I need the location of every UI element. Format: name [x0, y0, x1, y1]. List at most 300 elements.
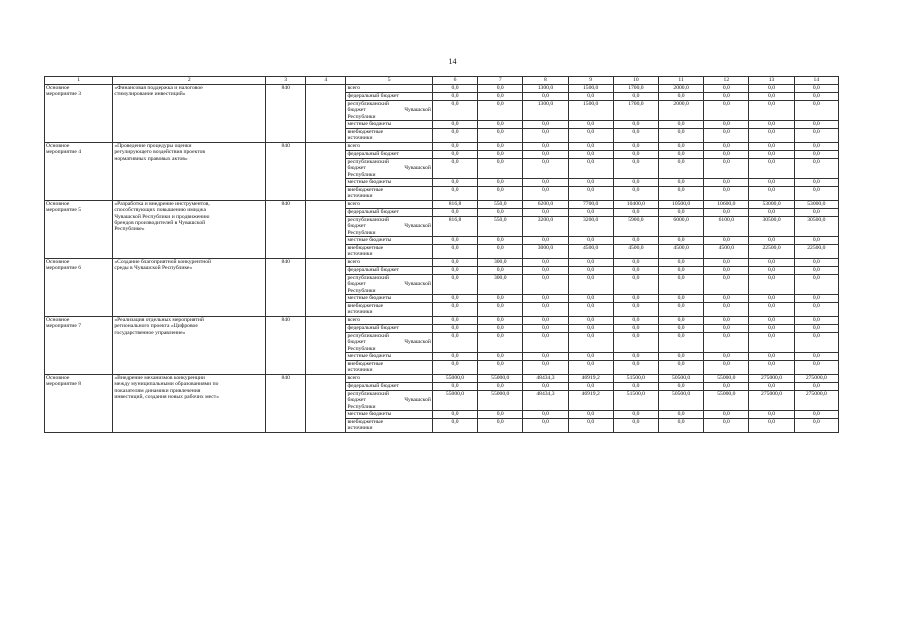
amount-cell: 0,0 — [613, 317, 658, 325]
amount-cell: 0,0 — [613, 419, 658, 433]
amount-cell: 0,0 — [523, 129, 568, 143]
program-name-line: Основное — [46, 201, 70, 207]
amount-cell: 6100,0 — [704, 217, 749, 237]
amount-cell: 50500,0 — [659, 391, 704, 411]
funding-source — [346, 245, 432, 259]
funding-source — [346, 383, 432, 391]
program-title-line: среды в Чувашской Республике» — [114, 265, 193, 272]
amount-cell: 0,0 — [432, 159, 477, 179]
amount-cell: 0,0 — [432, 317, 477, 325]
column-number: 9 — [568, 77, 613, 85]
amount-cell: 1500,0 — [568, 101, 613, 121]
program-name-line: мероприятие 5 — [46, 207, 82, 214]
funding-source-line: местные бюджеты — [347, 237, 392, 243]
funding-source-line: источники — [347, 425, 373, 432]
program-title-line: между муниципальными образованиями по — [114, 381, 219, 388]
amount-cell: 0,0 — [704, 303, 749, 317]
amount-cell: 0,0 — [749, 129, 794, 143]
column-number: 11 — [659, 77, 704, 85]
amount-cell: 0,0 — [659, 353, 704, 361]
amount-cell: 300,0 — [478, 275, 523, 295]
amount-cell: 0,0 — [432, 259, 477, 267]
amount-cell: 10500,0 — [659, 201, 704, 209]
amount-cell: 0,0 — [704, 151, 749, 159]
funding-source-line: внебюджетные — [347, 187, 384, 193]
funding-source — [346, 85, 432, 93]
amount-cell: 0,0 — [749, 303, 794, 317]
amount-cell: 0,0 — [659, 419, 704, 433]
amount-cell: 0,0 — [478, 143, 523, 151]
amount-cell: 1300,0 — [523, 85, 568, 93]
amount-cell: 0,0 — [613, 129, 658, 143]
program-title-line: государственное управление» — [114, 329, 186, 336]
amount-cell: 10400,0 — [613, 201, 658, 209]
amount-cell: 275000,0 — [794, 375, 838, 383]
amount-cell: 0,0 — [794, 121, 838, 129]
column-number: 1 — [45, 77, 113, 85]
amount-cell: 0,0 — [613, 151, 658, 159]
funding-source — [346, 217, 432, 237]
amount-cell: 0,0 — [432, 187, 477, 201]
amount-cell: 0,0 — [478, 121, 523, 129]
amount-cell: 0,0 — [704, 209, 749, 217]
budget-table — [44, 76, 839, 433]
amount-cell: 0,0 — [568, 143, 613, 151]
amount-cell: 0,0 — [613, 275, 658, 295]
funding-source-line: источники — [347, 193, 373, 200]
amount-cell: 0,0 — [523, 353, 568, 361]
amount-cell: 0,0 — [432, 179, 477, 187]
empty-cell — [306, 375, 346, 433]
program-name-line: Основное — [46, 85, 70, 91]
amount-cell: 55000,0 — [704, 391, 749, 411]
amount-cell: 53000,0 — [794, 201, 838, 209]
funding-source-line: Республики — [347, 113, 376, 120]
program-title-line: регионального проекта «Цифровое — [114, 323, 198, 330]
amount-cell: 22500,0 — [794, 245, 838, 259]
funding-source — [346, 129, 432, 143]
program-code: 840 — [266, 375, 306, 433]
amount-cell: 0,0 — [749, 383, 794, 391]
amount-cell: 0,0 — [794, 93, 838, 101]
amount-cell: 0,0 — [794, 419, 838, 433]
column-number: 8 — [523, 77, 568, 85]
column-number: 12 — [704, 77, 749, 85]
amount-cell: 0,0 — [749, 159, 794, 179]
amount-cell: 0,0 — [523, 237, 568, 245]
amount-cell: 0,0 — [749, 267, 794, 275]
funding-source-line: республиканский — [347, 101, 389, 107]
amount-cell: 0,0 — [794, 333, 838, 353]
amount-cell: 0,0 — [659, 179, 704, 187]
amount-cell: 0,0 — [613, 187, 658, 201]
amount-cell: 0,0 — [704, 259, 749, 267]
amount-cell: 0,0 — [749, 143, 794, 151]
funding-source — [346, 93, 432, 101]
amount-cell: 550,0 — [478, 217, 523, 237]
amount-cell: 0,0 — [704, 93, 749, 101]
amount-cell: 0,0 — [523, 209, 568, 217]
funding-source-line: всего — [347, 143, 361, 149]
amount-cell: 0,0 — [613, 237, 658, 245]
amount-cell: 0,0 — [568, 383, 613, 391]
amount-cell: 55000,0 — [704, 375, 749, 383]
amount-cell: 4500,0 — [704, 245, 749, 259]
funding-source — [346, 295, 432, 303]
program-title-line: «Финансовая поддержка и налоговое — [114, 85, 203, 91]
funding-source — [346, 143, 432, 151]
amount-cell: 0,0 — [749, 353, 794, 361]
amount-cell: 0,0 — [432, 295, 477, 303]
page-number: 14 — [448, 57, 457, 66]
amount-cell: 0,0 — [704, 237, 749, 245]
amount-cell: 0,0 — [749, 151, 794, 159]
amount-cell: 30500,0 — [794, 217, 838, 237]
amount-cell: 0,0 — [432, 143, 477, 151]
program-title-line: стимулирование инвестиций» — [114, 91, 186, 98]
amount-cell: 0,0 — [659, 237, 704, 245]
funding-source-line: всего — [347, 375, 361, 381]
funding-source-line: бюджет Чувашской — [347, 165, 431, 172]
amount-cell: 0,0 — [704, 275, 749, 295]
column-number: 7 — [478, 77, 523, 85]
amount-cell: 0,0 — [613, 143, 658, 151]
amount-cell: 0,0 — [794, 303, 838, 317]
amount-cell: 0,0 — [794, 101, 838, 121]
amount-cell: 3200,0 — [568, 217, 613, 237]
funding-source — [346, 391, 432, 411]
amount-cell: 0,0 — [613, 267, 658, 275]
funding-source-line: федеральный бюджет — [347, 267, 399, 273]
program-code: 840 — [266, 201, 306, 259]
amount-cell: 0,0 — [523, 121, 568, 129]
funding-source — [346, 201, 432, 209]
funding-source-line: всего — [347, 259, 361, 265]
amount-cell: 0,0 — [794, 353, 838, 361]
program-name-line: мероприятие 4 — [46, 149, 82, 156]
amount-cell: 46919,2 — [568, 391, 613, 411]
program-code: 840 — [266, 317, 306, 375]
amount-cell: 46919,2 — [568, 375, 613, 383]
amount-cell: 6000,0 — [659, 217, 704, 237]
funding-source — [346, 159, 432, 179]
amount-cell: 0,0 — [613, 159, 658, 179]
table-row — [45, 201, 839, 209]
amount-cell: 0,0 — [478, 411, 523, 419]
program-title-line: «Внедрение механизмов конкуренции — [114, 375, 205, 381]
amount-cell: 1700,0 — [613, 101, 658, 121]
empty-cell — [306, 85, 346, 143]
amount-cell: 0,0 — [568, 151, 613, 159]
amount-cell: 0,0 — [478, 419, 523, 433]
program-name — [45, 201, 113, 259]
amount-cell: 0,0 — [794, 179, 838, 187]
column-number: 4 — [306, 77, 346, 85]
amount-cell: 0,0 — [613, 295, 658, 303]
program-title-line: «Создание благоприятной конкурентной — [114, 259, 212, 265]
amount-cell: 0,0 — [432, 333, 477, 353]
amount-cell: 0,0 — [478, 333, 523, 353]
table-row — [45, 375, 839, 383]
amount-cell: 0,0 — [704, 85, 749, 93]
amount-cell: 0,0 — [749, 121, 794, 129]
funding-source-line: внебюджетные — [347, 245, 384, 251]
amount-cell: 0,0 — [568, 353, 613, 361]
funding-source-line: местные бюджеты — [347, 411, 392, 417]
amount-cell: 0,0 — [794, 325, 838, 333]
funding-source-line: местные бюджеты — [347, 179, 392, 185]
program-code: 840 — [266, 85, 306, 143]
amount-cell: 0,0 — [523, 259, 568, 267]
amount-cell: 0,0 — [749, 275, 794, 295]
amount-cell: 816,8 — [432, 217, 477, 237]
column-number: 6 — [432, 77, 477, 85]
funding-source — [346, 303, 432, 317]
funding-source — [346, 375, 432, 383]
amount-cell: 0,0 — [613, 411, 658, 419]
amount-cell: 0,0 — [523, 275, 568, 295]
amount-cell: 0,0 — [478, 179, 523, 187]
amount-cell: 0,0 — [523, 411, 568, 419]
amount-cell: 0,0 — [523, 151, 568, 159]
amount-cell: 2000,0 — [659, 85, 704, 93]
amount-cell: 0,0 — [659, 209, 704, 217]
amount-cell: 0,0 — [659, 129, 704, 143]
column-number: 2 — [113, 77, 266, 85]
program-title — [113, 259, 266, 317]
amount-cell: 0,0 — [478, 245, 523, 259]
amount-cell: 0,0 — [794, 361, 838, 375]
funding-source-line: бюджет Чувашской — [347, 281, 431, 288]
amount-cell: 0,0 — [432, 353, 477, 361]
amount-cell: 0,0 — [613, 93, 658, 101]
empty-cell — [306, 317, 346, 375]
program-title-line: «Проведение процедуры оценки — [114, 143, 192, 149]
amount-cell: 0,0 — [478, 151, 523, 159]
empty-cell — [306, 201, 346, 259]
funding-source-line: всего — [347, 85, 361, 91]
amount-cell: 275000,0 — [749, 375, 794, 383]
program-title-line: Республике» — [114, 226, 145, 233]
amount-cell: 0,0 — [749, 237, 794, 245]
amount-cell: 0,0 — [432, 411, 477, 419]
funding-source — [346, 317, 432, 325]
amount-cell: 1300,0 — [523, 101, 568, 121]
amount-cell: 51500,0 — [613, 391, 658, 411]
amount-cell: 0,0 — [523, 187, 568, 201]
amount-cell: 2000,0 — [659, 101, 704, 121]
program-name-line: Основное — [46, 317, 70, 323]
funding-source — [346, 411, 432, 419]
amount-cell: 0,0 — [794, 143, 838, 151]
amount-cell: 0,0 — [523, 317, 568, 325]
amount-cell: 0,0 — [478, 129, 523, 143]
funding-source — [346, 121, 432, 129]
program-title-line: показателям динамики привлечения — [114, 387, 201, 394]
table-row — [45, 317, 839, 325]
funding-source-line: федеральный бюджет — [347, 325, 399, 331]
amount-cell: 51500,0 — [613, 375, 658, 383]
amount-cell: 0,0 — [704, 179, 749, 187]
amount-cell: 275000,0 — [749, 391, 794, 411]
amount-cell: 0,0 — [568, 325, 613, 333]
amount-cell: 0,0 — [749, 325, 794, 333]
amount-cell: 0,0 — [659, 259, 704, 267]
amount-cell: 0,0 — [432, 325, 477, 333]
amount-cell: 0,0 — [432, 209, 477, 217]
funding-source-line: Республики — [347, 171, 376, 178]
amount-cell: 0,0 — [478, 361, 523, 375]
amount-cell: 0,0 — [659, 159, 704, 179]
amount-cell: 0,0 — [749, 187, 794, 201]
funding-source — [346, 325, 432, 333]
amount-cell: 0,0 — [794, 295, 838, 303]
funding-source — [346, 237, 432, 245]
amount-cell: 0,0 — [478, 303, 523, 317]
funding-source-line: всего — [347, 317, 361, 323]
funding-source-line: федеральный бюджет — [347, 151, 399, 157]
amount-cell: 0,0 — [704, 159, 749, 179]
program-name — [45, 259, 113, 317]
amount-cell: 0,0 — [432, 361, 477, 375]
amount-cell: 0,0 — [432, 101, 477, 121]
funding-source-line: федеральный бюджет — [347, 209, 399, 215]
funding-source-line: бюджет Чувашской — [347, 107, 431, 114]
program-name — [45, 85, 113, 143]
amount-cell: 0,0 — [568, 361, 613, 375]
amount-cell: 0,0 — [704, 411, 749, 419]
amount-cell: 0,0 — [568, 419, 613, 433]
program-name-line: мероприятие 8 — [46, 381, 82, 388]
program-name-line: мероприятие 3 — [46, 91, 82, 98]
program-title-line: регулирующего воздействия проектов — [114, 149, 206, 156]
amount-cell: 0,0 — [568, 303, 613, 317]
amount-cell: 0,0 — [568, 179, 613, 187]
funding-source — [346, 419, 432, 433]
amount-cell: 0,0 — [749, 101, 794, 121]
funding-source-line: республиканский — [347, 159, 389, 165]
program-name — [45, 317, 113, 375]
amount-cell: 0,0 — [568, 411, 613, 419]
column-number: 10 — [613, 77, 658, 85]
amount-cell: 0,0 — [794, 275, 838, 295]
amount-cell: 0,0 — [749, 295, 794, 303]
program-title — [113, 317, 266, 375]
amount-cell: 0,0 — [659, 151, 704, 159]
funding-source — [346, 353, 432, 361]
amount-cell: 0,0 — [613, 325, 658, 333]
program-title-line: «Разработка и внедрение инструментов, — [114, 201, 210, 207]
amount-cell: 0,0 — [478, 85, 523, 93]
funding-source-line: федеральный бюджет — [347, 93, 399, 99]
amount-cell: 0,0 — [432, 419, 477, 433]
amount-cell: 0,0 — [659, 187, 704, 201]
amount-cell: 0,0 — [704, 361, 749, 375]
funding-source-line: источники — [347, 251, 373, 258]
funding-source-line: бюджет Чувашской — [347, 339, 431, 346]
amount-cell: 0,0 — [478, 93, 523, 101]
amount-cell: 0,0 — [432, 383, 477, 391]
amount-cell: 0,0 — [659, 295, 704, 303]
amount-cell: 0,0 — [568, 121, 613, 129]
amount-cell: 0,0 — [659, 93, 704, 101]
amount-cell: 0,0 — [659, 267, 704, 275]
amount-cell: 0,0 — [478, 267, 523, 275]
column-number-row — [45, 77, 839, 85]
amount-cell: 0,0 — [568, 295, 613, 303]
amount-cell: 0,0 — [704, 383, 749, 391]
funding-source-line: источники — [347, 135, 373, 142]
amount-cell: 3200,0 — [523, 217, 568, 237]
amount-cell: 0,0 — [613, 383, 658, 391]
funding-source — [346, 275, 432, 295]
program-title — [113, 375, 266, 433]
amount-cell: 30500,0 — [749, 217, 794, 237]
amount-cell: 0,0 — [659, 411, 704, 419]
funding-source-line: Республики — [347, 403, 376, 410]
amount-cell: 0,0 — [478, 353, 523, 361]
funding-source-line: внебюджетные — [347, 303, 384, 309]
amount-cell: 0,0 — [432, 237, 477, 245]
table-row — [45, 143, 839, 151]
amount-cell: 0,0 — [704, 325, 749, 333]
amount-cell: 0,0 — [794, 237, 838, 245]
program-name — [45, 143, 113, 201]
amount-cell: 0,0 — [432, 267, 477, 275]
funding-source-line: внебюджетные — [347, 129, 384, 135]
amount-cell: 0,0 — [568, 267, 613, 275]
amount-cell: 0,0 — [523, 419, 568, 433]
empty-cell — [306, 143, 346, 201]
amount-cell: 0,0 — [613, 361, 658, 375]
amount-cell: 0,0 — [659, 325, 704, 333]
amount-cell: 0,0 — [432, 303, 477, 317]
amount-cell: 55000,0 — [432, 375, 477, 383]
amount-cell: 0,0 — [704, 333, 749, 353]
amount-cell: 0,0 — [523, 383, 568, 391]
program-title-line: брендов производителей в Чувашской — [114, 219, 206, 226]
amount-cell: 0,0 — [432, 121, 477, 129]
amount-cell: 1500,0 — [568, 85, 613, 93]
amount-cell: 0,0 — [478, 383, 523, 391]
amount-cell: 0,0 — [659, 333, 704, 353]
amount-cell: 0,0 — [749, 361, 794, 375]
amount-cell: 0,0 — [568, 275, 613, 295]
amount-cell: 0,0 — [523, 267, 568, 275]
amount-cell: 48434,3 — [523, 391, 568, 411]
amount-cell: 0,0 — [568, 187, 613, 201]
amount-cell: 0,0 — [704, 187, 749, 201]
amount-cell: 0,0 — [432, 151, 477, 159]
funding-source — [346, 361, 432, 375]
amount-cell: 7700,0 — [568, 201, 613, 209]
amount-cell: 0,0 — [749, 85, 794, 93]
column-number: 13 — [749, 77, 794, 85]
amount-cell: 0,0 — [523, 143, 568, 151]
amount-cell: 0,0 — [749, 317, 794, 325]
amount-cell: 0,0 — [794, 411, 838, 419]
program-title — [113, 143, 266, 201]
funding-source-line: Республики — [347, 287, 376, 294]
program-name-line: мероприятие 6 — [46, 265, 82, 272]
column-number: 14 — [794, 77, 838, 85]
funding-source — [346, 209, 432, 217]
funding-source — [346, 151, 432, 159]
amount-cell: 0,0 — [659, 121, 704, 129]
program-name-line: Основное — [46, 143, 70, 149]
amount-cell: 0,0 — [523, 295, 568, 303]
amount-cell: 0,0 — [613, 209, 658, 217]
